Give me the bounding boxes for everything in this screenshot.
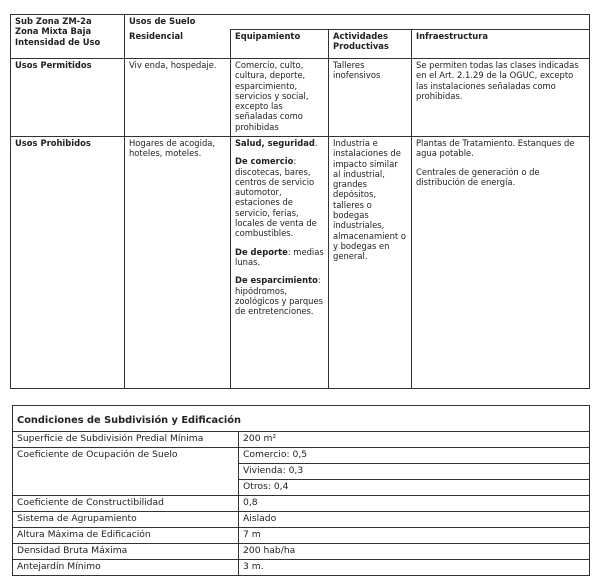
altura-value: 7 m <box>239 528 590 544</box>
zone-header-cell <box>11 15 125 59</box>
usos-permitidos-row <box>11 59 590 137</box>
antejardin-label: Antejardín Mínimo <box>13 560 239 576</box>
condiciones-row <box>13 528 590 544</box>
ocupacion-label: Coeficiente de Ocupación de Suelo <box>13 448 239 496</box>
condiciones-title: Condiciones de Subdivisión y Edificación <box>13 412 590 432</box>
col-residencial: Residencial <box>125 30 231 59</box>
altura-label: Altura Máxima de Edificación <box>13 528 239 544</box>
usos-de-suelo-table <box>10 14 590 389</box>
ocupacion-otros: Otros: 0,4 <box>239 480 590 496</box>
infraestructura-text-1: Plantas de Tratamiento. Estanques de agua potable. <box>416 138 575 159</box>
col-actividades <box>329 30 412 59</box>
condiciones-row <box>13 560 590 576</box>
ocupacion-comercio: Comercio: 0,5 <box>239 448 590 464</box>
deporte-label: De deporte <box>235 246 288 257</box>
zone-header-line: Zona Mixta Baja <box>15 26 92 37</box>
permitidos-equipamiento: Comercio, culto, cultura, deporte, esparcimiento, servicios y social, excepto las señaladas como prohibidas <box>231 59 329 137</box>
condiciones-row <box>13 544 590 560</box>
comercio-label: De comercio <box>235 156 294 167</box>
prohibidos-residencial: Hogares de acogida, hoteles, moteles. <box>125 137 231 389</box>
condiciones-row <box>13 512 590 528</box>
infraestructura-text-2: Centrales de generación o de distribución de energía. <box>416 166 540 187</box>
constructibilidad-value: 0,8 <box>239 496 590 512</box>
antejardin-value: 3 m. <box>239 560 590 576</box>
comercio-text: discotecas, bares, centros de servicio automotor, estaciones de servicio, ferias, locales de venta de combustibles. <box>235 166 317 239</box>
salud-seguridad-label: Salud, seguridad <box>235 138 315 148</box>
usos-header-row <box>11 15 590 30</box>
prohibidos-equipamiento: Salud, seguridad. De comercio: discotecas, bares, centros de servicio automotor, estaciones de servicio, ferias, locales de venta de combustibles. De deporte: medias lunas. De esparcimiento: hipódromos, zoológicos y parques de entretenciones. <box>231 137 329 389</box>
deporte-text: medias lunas. <box>235 246 324 267</box>
agrupamiento-value: Aislado <box>239 512 590 528</box>
condiciones-row <box>13 448 590 464</box>
prohibidos-infraestructura <box>412 137 590 389</box>
esparcimiento-text: hipódromos, zoológicos y parques de entretenciones. <box>235 285 323 317</box>
zone-header-line: Intensidad de Uso <box>15 36 101 47</box>
col-actividades-line: Productivas <box>333 41 389 52</box>
ocupacion-vivienda: Vivienda: 0,3 <box>239 464 590 480</box>
col-equipamiento: Equipamiento <box>231 30 329 59</box>
agrupamiento-label: Sistema de Agrupamiento <box>13 512 239 528</box>
constructibilidad-label: Coeficiente de Constructibilidad <box>13 496 239 512</box>
condiciones-row <box>13 496 590 512</box>
permitidos-residencial: Viv enda, hospedaje. <box>125 59 231 137</box>
densidad-value: 200 hab/ha <box>239 544 590 560</box>
densidad-label: Densidad Bruta Máxima <box>13 544 239 560</box>
superficie-label: Superficie de Subdivisión Predial Mínima <box>13 432 239 448</box>
esparcimiento-label: De esparcimiento <box>235 275 318 286</box>
permitidos-infraestructura: Se permiten todas las clases indicadas en el Art. 2.1.29 de la OGUC, excepto las instalaciones señaladas como prohibidas. <box>412 59 590 137</box>
usos-de-suelo-label: Usos de Suelo <box>125 15 590 30</box>
condiciones-table <box>12 405 590 576</box>
permitidos-actividades: Talleres inofensivos <box>329 59 412 137</box>
condiciones-row <box>13 432 590 448</box>
prohibidos-actividades: Industria e instalaciones de impacto similar al industrial, grandes depósitos, talleres o bodegas industriales, almacenamient o y bodegas en general. <box>329 137 412 389</box>
col-actividades-line: Actividades <box>333 31 388 42</box>
usos-permitidos-label: Usos Permitidos <box>11 59 125 137</box>
usos-prohibidos-label: Usos Prohibidos <box>11 137 125 389</box>
col-infraestructura: Infraestructura <box>412 30 590 59</box>
usos-prohibidos-row <box>11 137 590 389</box>
zone-header-line: Sub Zona ZM-2a <box>15 16 92 26</box>
superficie-value: 200 m² <box>239 432 590 448</box>
condiciones-title-row <box>13 412 590 432</box>
